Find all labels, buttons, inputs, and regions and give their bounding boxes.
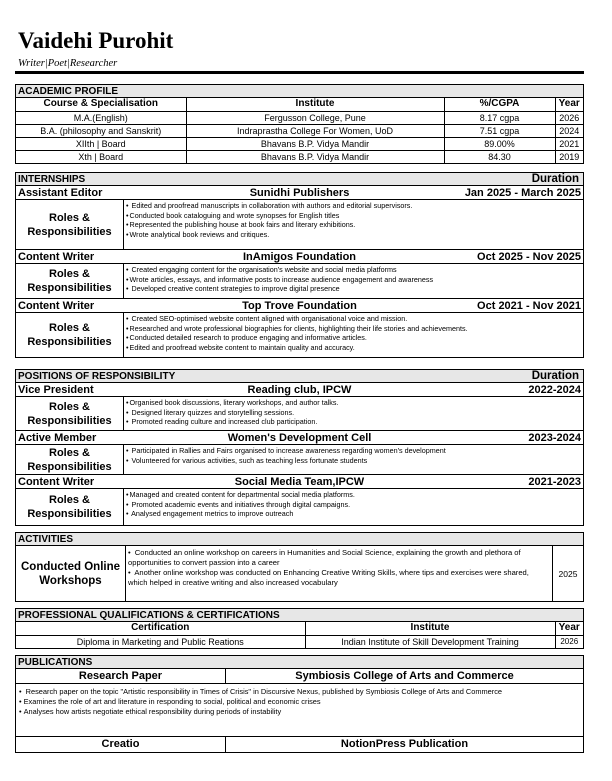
list-item: • Analyses how artists negotiate ethical responsibility during periods of instability: [19, 707, 580, 717]
publication-row: [16, 737, 583, 752]
cell-institute: Bhavans B.P. Vidya Mandir: [186, 137, 444, 150]
publication-row: [16, 669, 583, 684]
cell-course: XIIth | Board: [16, 137, 186, 150]
activities-heading: ACTIVITIES: [16, 533, 583, 546]
candidate-tagline: Writer|Poet|Researcher: [18, 58, 118, 69]
table-row: [16, 111, 583, 124]
publications-section: [15, 655, 584, 753]
cell-course: M.A.(English): [16, 111, 186, 124]
position-bullets: [124, 397, 583, 430]
job-org: Sunidhi Publishers: [249, 186, 350, 199]
cell-year: 2024: [555, 124, 583, 137]
activity-label: Conducted Online Workshops: [16, 546, 126, 601]
roles-label: Roles & Responsibilities: [16, 264, 124, 298]
cell-institute: Bhavans B.P. Vidya Mandir: [186, 150, 444, 163]
list-item: • Analysed engagement metrics to improve outreach: [126, 509, 581, 519]
cell-institute: Indraprastha College For Women, UoD: [186, 124, 444, 137]
publication-bullets: [16, 684, 583, 737]
col-institute: Institute: [186, 98, 444, 111]
list-item: • Developed creative content strategies to improve digital presence: [126, 284, 581, 294]
job-org: InAmigos Foundation: [242, 250, 357, 263]
list-item: • Researched and wrote professional biographies for clients, highlighting their life stories and achievements.: [126, 324, 581, 334]
list-item: • Created SEO-optimised website content aligned with organisational voice and mission.: [126, 314, 581, 324]
activity-row: [16, 546, 583, 601]
list-item: • Participated in Rallies and Fairs organised to increase awareness regarding women's development: [126, 446, 581, 456]
table-row: [16, 124, 583, 137]
roles-label: Roles & Responsibilities: [16, 489, 124, 525]
cell-certification: Diploma in Marketing and Public Reations: [16, 635, 305, 648]
cell-course: B.A. (philosophy and Sanskrit): [16, 124, 186, 137]
list-item: • Volunteered for various activities, such as teaching less fortunate students: [126, 456, 581, 466]
list-item: • Created engaging content for the organisation's website and social media platforms: [126, 265, 581, 275]
col-year: Year: [555, 622, 583, 635]
cell-cgpa: 8.17 cgpa: [444, 111, 555, 124]
publication-type: Research Paper: [16, 669, 226, 683]
list-item: • Another online workshop was conducted on Enhancing Creative Writing Skills, where tips and exercises were shared, which helped in creative writing and also increased vocabulary: [128, 568, 550, 588]
cell-institute: Fergusson College, Pune: [186, 111, 444, 124]
position-details: [16, 489, 583, 525]
table-row: [16, 635, 583, 648]
cell-cgpa: 7.51 cgpa: [444, 124, 555, 137]
col-certification: Certification: [16, 622, 305, 635]
positions-section: [15, 369, 584, 526]
list-item: • Wrote articles, essays, and informative posts to increase audience engagement and awareness: [126, 275, 581, 285]
list-item: • Conducted book cataloguing and wrote synopses for English titles: [126, 211, 581, 221]
cell-year: 2026: [555, 111, 583, 124]
job-role: Content Writer: [18, 299, 95, 312]
cell-year: 2026: [555, 635, 583, 648]
academic-section: [15, 84, 584, 164]
job-org: Top Trove Foundation: [242, 299, 357, 312]
position-details: [16, 397, 583, 431]
position-duration: 2022-2024: [528, 383, 581, 396]
positions-heading: POSITIONS OF RESPONSIBILITY Duration: [16, 370, 583, 383]
publication-publisher: NotionPress Publication: [340, 738, 469, 750]
cell-cgpa: 84.30: [444, 150, 555, 163]
position-org: Women's Development Cell: [227, 431, 372, 444]
list-item: • Designed literary quizzes and storytelling sessions.: [126, 408, 581, 418]
list-item: • Conducted detailed research to produce engaging and informative articles.: [126, 333, 581, 343]
publication-publisher: Symbiosis College of Arts and Commerce: [295, 670, 514, 682]
job-header: [16, 186, 583, 200]
position-header: [16, 475, 583, 489]
col-institute: Institute: [305, 622, 555, 635]
table-row: [16, 150, 583, 163]
cell-year: 2021: [555, 137, 583, 150]
qualifications-table: [16, 622, 583, 648]
activities-section: [15, 532, 584, 602]
cell-cgpa: 89.00%: [444, 137, 555, 150]
job-duration: Oct 2025 - Nov 2025: [477, 250, 581, 263]
publication-type: Creatio: [16, 737, 226, 752]
list-item: • Examines the role of art and literature in responding to social, political and economic crises: [19, 697, 580, 707]
list-item: • Promoted reading culture and increased club participation.: [126, 417, 581, 427]
publications-heading: PUBLICATIONS: [16, 656, 583, 669]
job-details: [16, 200, 583, 250]
qualifications-header-row: [16, 622, 583, 635]
col-cgpa: %/CGPA: [444, 98, 555, 111]
position-org: Social Media Team,IPCW: [234, 475, 365, 488]
col-course: Course & Specialisation: [16, 98, 186, 111]
activity-bullets: [126, 546, 553, 601]
list-item: • Conducted an online workshop on careers in Humanities and Social Science, explaining the growth and plethora of opportunities to convert passion into a career: [128, 548, 550, 568]
roles-label: Roles & Responsibilities: [16, 200, 124, 249]
cell-institute: Indian Institute of Skill Development Training: [305, 635, 555, 648]
header-rule: [15, 71, 584, 74]
job-header: [16, 299, 583, 313]
candidate-name: Vaidehi Purohit: [18, 28, 174, 53]
job-details: [16, 313, 583, 357]
job-details: [16, 264, 583, 299]
table-row: [16, 137, 583, 150]
position-org: Reading club, IPCW: [247, 383, 352, 396]
roles-label: Roles & Responsibilities: [16, 313, 124, 357]
job-bullets: [124, 200, 583, 249]
list-item: • Represented the publishing house at book fairs and literary exhibitions.: [126, 220, 581, 230]
list-item: • Research paper on the topic "Artistic responsibility in Times of Crisis" in Discursive Nexus, published by Symbiosis College of Arts and Commerce: [19, 687, 580, 697]
position-header: [16, 431, 583, 445]
job-duration: Oct 2021 - Nov 2021: [477, 299, 581, 312]
cell-year: 2019: [555, 150, 583, 163]
list-item: • Edited and proofread website content to maintain quality and accuracy.: [126, 343, 581, 353]
academic-heading: ACADEMIC PROFILE: [16, 85, 583, 98]
internships-heading: INTERNSHIPS Duration: [16, 173, 583, 186]
job-header: [16, 250, 583, 264]
activity-year: 2025: [558, 568, 578, 579]
position-role: Content Writer: [18, 475, 95, 488]
cell-course: Xth | Board: [16, 150, 186, 163]
position-role: Vice President: [18, 383, 94, 396]
list-item: • Managed and created content for departmental social media platforms.: [126, 490, 581, 500]
position-bullets: [124, 445, 583, 474]
position-duration: 2023-2024: [528, 431, 581, 444]
list-item: • Wrote analytical book reviews and critiques.: [126, 230, 581, 240]
position-header: [16, 383, 583, 397]
list-item: • Organised book discussions, literary workshops, and author talks.: [126, 398, 581, 408]
qualifications-heading: PROFESSIONAL QUALIFICATIONS & CERTIFICATIONS: [16, 609, 583, 622]
roles-label: Roles & Responsibilities: [16, 445, 124, 474]
list-item: • Edited and proofread manuscripts in collaboration with authors and editorial supervisors.: [126, 201, 581, 211]
qualifications-section: [15, 608, 584, 649]
col-year: Year: [555, 98, 583, 111]
job-bullets: [124, 264, 583, 298]
job-role: Assistant Editor: [18, 186, 103, 199]
roles-label: Roles & Responsibilities: [16, 397, 124, 430]
position-details: [16, 445, 583, 475]
position-duration: 2021-2023: [528, 475, 581, 488]
job-duration: Jan 2025 - March 2025: [464, 186, 581, 199]
academic-table: [16, 98, 583, 163]
position-bullets: [124, 489, 583, 525]
job-bullets: [124, 313, 583, 357]
academic-header-row: [16, 98, 583, 111]
list-item: • Promoted academic events and initiatives through digital campaigns.: [126, 500, 581, 510]
position-role: Active Member: [18, 431, 97, 444]
job-role: Content Writer: [18, 250, 95, 263]
internships-section: [15, 172, 584, 358]
resume-header: [18, 28, 173, 69]
